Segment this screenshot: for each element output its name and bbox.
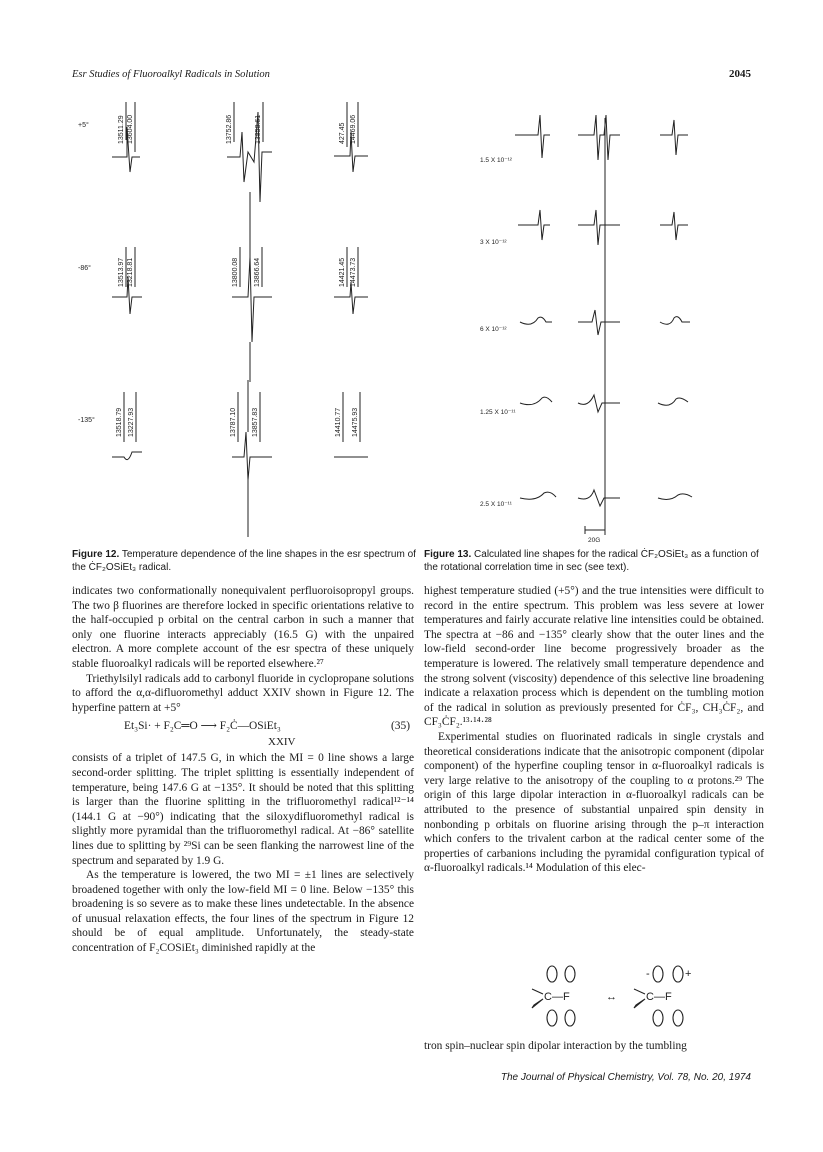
resonance-right-group: C—F [646,991,672,1003]
equation-35-number: (35) [391,720,410,733]
right-paragraph-2: Experimental studies on fluorinated radicals in single crystals and theoretical considerations indicate that the anisotropic component (dipolar component) of the hyperfine coupling tensor in α-fluoroalkyl radicals is very large relative to the anisotropy of the coupling to α protons.²⁹ The origin of this large dipolar interaction in α-fluoroalkyl radicals can be attributed to the presence of substantial unpaired spin density in nonbonding p orbitals on fluorine arising through the p–π interaction which confers to the trivalent carbon at the radical center some of the properties of carbanions including the pyramidal configuration typical of α-fluoroalkyl radicals.¹⁴ Modulation of this elec- [424,730,764,875]
fig12-peak-label: 13227.93 [128,407,135,437]
left-paragraph-3: consists of a triplet of 147.5 G, in which the MI = 0 line shows a large second-order splitting. The triplet splitting is essentially independent of temperature, being 147.6 G at −135°. It should be noted that this splitting is larger than the fluorine splitting in the trifluoromethyl radical¹²⁻¹⁴ (144.1 G at −90°) indicating that the siloxydifluoromethyl radical is slightly more pyramidal than the trifluoromethyl radical. At −86° satellite lines due to splitting by ²⁹Si can be seen flanking the narrowest line of the spectrum and separated by 1.9 G. [72,752,414,867]
fig13-row2-left [518,210,550,240]
page-number: 2045 [729,68,751,80]
fig13-row1-right [660,120,688,155]
fig13-tau-label: 2.5 X 10⁻¹¹ [480,501,512,508]
left-paragraph-1: indicates two conformationally nonequivalent perfluoroisopropyl groups. The two β fluorines are therefore locked in specific orientations relative to the half-occupied p orbital on the central carbon in such a manner that only one fluorine interacts appreciably (16.5 G) with the unpaired electron. A more complete account of the esr spectra of these uniquely stable fluoroalkyl radicals will be reported elsewhere.²⁷ [72,585,414,670]
fig12-peak-label: 14469.06 [350,114,357,144]
fig13-row4-center [578,395,620,412]
figure-13-caption-label: Figure 13. [424,549,472,560]
figure-13-caption [424,548,764,574]
resonance-plus-sign: + [685,968,692,980]
resonance-arrow: ↔ [606,991,617,1003]
figure-13-calculated-lineshapes [470,110,730,546]
journal-footer: The Journal of Physical Chemistry, Vol. 78, No. 20, 1974 [500,1072,751,1083]
fig12-peak-label: 13518.79 [116,407,123,437]
fig13-row2-right [660,212,688,240]
fig13-row5-center [578,490,620,506]
fig12-peak-label: 13752.86 [226,114,233,144]
equation-35 [72,717,414,751]
resonance-structure-diagram [510,963,740,1033]
fig12-peak-label: 13787.10 [230,407,237,437]
fig12-peak-label: 13858.61 [255,114,262,144]
figure-12-caption [72,548,417,574]
fig13-row5-right [658,494,692,500]
fig13-tau-label: 1.25 X 10⁻¹¹ [480,409,516,416]
running-head: Esr Studies of Fluoroalkyl Radicals in Solution [72,69,270,80]
fig13-row1-center [578,115,620,160]
left-paragraph-4: As the temperature is lowered, the two MI = ±1 lines are selectively broadened together with only the low-field MI = 0 line. Below −135° this broadening is so severe as to make these lines undetectable. In the absence of unusual relaxation effects, the four lines of the spectrum in Figure 12 should be of equal amplitude. Unfortunately, the steady-state concentration of F₂COSiEt₃ diminished rapidly at the [72,869,414,955]
fig12-peak-label: 14475.93 [352,407,359,437]
fig12-temp-2: -86° [78,265,91,272]
fig12-temp-1: +5° [78,122,89,129]
equation-35-text: Et₃Si· + F₂C═O ⟶ F₂Ċ—OSiEt₃ [124,720,281,733]
fig12-peak-label: 14473.73 [350,257,357,287]
fig13-row2-center [578,210,620,245]
fig12-peak-label: 427.45 [339,122,346,144]
figure-12-spectra [72,92,432,544]
fig13-row4-right [658,398,688,405]
right-column [424,584,764,876]
figure-13-caption-text: Calculated line shapes for the radical ĊF₂OSiEt₃ as a function of the rotational correlation time in sec (see text). [424,549,759,573]
fig13-tau-label: 6 X 10⁻¹² [480,326,507,333]
fig13-tau-label: 1.5 X 10⁻¹² [480,157,512,164]
fig13-row3-left [520,317,552,324]
fig13-row4-left [520,397,552,405]
fig12-peak-label: 14410.77 [335,407,342,437]
fig12-temp-3: -135° [78,417,95,424]
fig13-row3-center [578,310,620,335]
figure-12-caption-label: Figure 12. [72,549,120,560]
fig13-row1-left [515,115,550,158]
fig12-peak-label: 13857.83 [252,407,259,437]
fig13-tau-label: 3 X 10⁻¹² [480,239,507,246]
left-paragraph-2: Triethylsilyl radicals add to carbonyl fluoride in cyclopropane solutions to afford the α,α-difluoromethyl adduct XXIV shown in Figure 12. The hyperfine pattern at +5° [72,672,414,714]
fig13-row5-left [520,492,556,499]
fig13-scale-label: 20G [588,537,601,544]
resonance-minus-sign: - [646,968,650,980]
fig12-peak-label: 13513.97 [118,257,125,287]
fig12-peak-label: 13218.81 [127,257,134,287]
figure-12-caption-text: Temperature dependence of the line shapes in the esr spectrum of the ĊF₂OSiEt₃ radical. [72,549,416,573]
fig12-peak-label: 13800.08 [232,257,239,287]
fig12-peak-label: 13604.00 [127,114,134,144]
resonance-left-group: C—F [544,991,570,1003]
fig12-row3-line1 [112,452,142,460]
fig12-peak-label: 13866.64 [254,257,261,287]
equation-35-label: XXIV [268,736,296,749]
right-paragraph-1: highest temperature studied (+5°) and the true intensities were difficult to record in the entire spectrum. This problem was less severe at lower temperatures and fairly accurate relative line intensities could be obtained. The spectra at −86 and −135° clearly show that the outer lines and the low-field second-order line become progressively broader as the temperature is lowered. The relatively small temperature dependence and the strong solvent (viscosity) dependence of this selective line broadening indicate a relaxation process which is dependent on the tumbling motion of the radical in solution as previously presented for ĊF₃, CH₃ĊF₂, and CF₃ĊF₂.¹³·¹⁴·²⁸ [424,585,764,729]
fig13-row3-right [660,317,690,325]
right-paragraph-3: tron spin–nuclear spin dipolar interaction by the tumbling [424,1040,687,1052]
left-column [72,584,414,956]
fig12-peak-label: 13511.29 [118,115,125,144]
fig12-peak-label: 14421.45 [339,257,346,287]
